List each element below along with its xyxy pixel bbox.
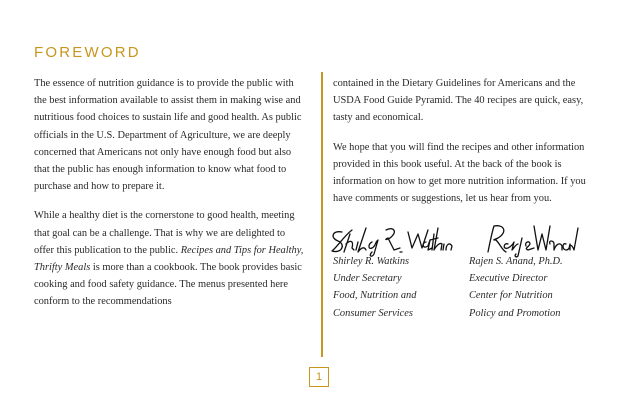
signer-title: Executive Director	[469, 273, 548, 285]
page-number: 1	[309, 367, 329, 387]
column-divider	[321, 72, 323, 357]
left-column	[34, 75, 305, 323]
closing-paragraph: We hope that you will find the recipes and other information provided in this book useful. At the back of the book is information on how to get more nutrition information. If you have comments or suggestions, let us hear from you.	[333, 141, 586, 205]
page-heading: FOREWORD	[34, 44, 141, 61]
signer-office-line: Center for Nutrition	[469, 290, 553, 302]
signer-name: Rajen S. Anand, Ph.D.	[469, 256, 563, 267]
signer-watkins	[333, 253, 416, 322]
signer-office-line: Policy and Promotion	[469, 307, 561, 319]
publication-paragraph: While a healthy diet is the cornerstone to good health, meeting that goal can be a challenge. That is why we are delighted to offer this publication to the public. Recipes and Tips for Healthy, Thrifty Meals is more than a cookbook. The book provides basic cooking and food safety guidance. The menus presented here conform to the recommendations	[34, 210, 304, 308]
guidelines-paragraph: contained in the Dietary Guidelines for Americans and the USDA Food Guide Pyramid. The 40 recipes are quick, easy, tasty and economical.	[333, 78, 584, 124]
signer-anand	[469, 253, 563, 322]
signer-name: Shirley R. Watkins	[333, 256, 410, 267]
signer-office-line: Consumer Services	[333, 307, 413, 319]
book-title: Recipes and Tips for Healthy, Thrifty Meals	[34, 244, 304, 274]
right-column	[333, 75, 601, 219]
signer-office-line: Food, Nutrition and	[333, 290, 417, 302]
intro-paragraph: The essence of nutrition guidance is to provide the public with the best information available to assist them in making wise and nutritious food choices to sustain life and good health. As public officials in the U.S. Department of Agriculture, we are deeply concerned that Americans not only have enough food but also that the public has enough information to know what food to purchase and how to prepare it.	[34, 78, 302, 193]
signer-title: Under Secretary	[333, 273, 402, 285]
